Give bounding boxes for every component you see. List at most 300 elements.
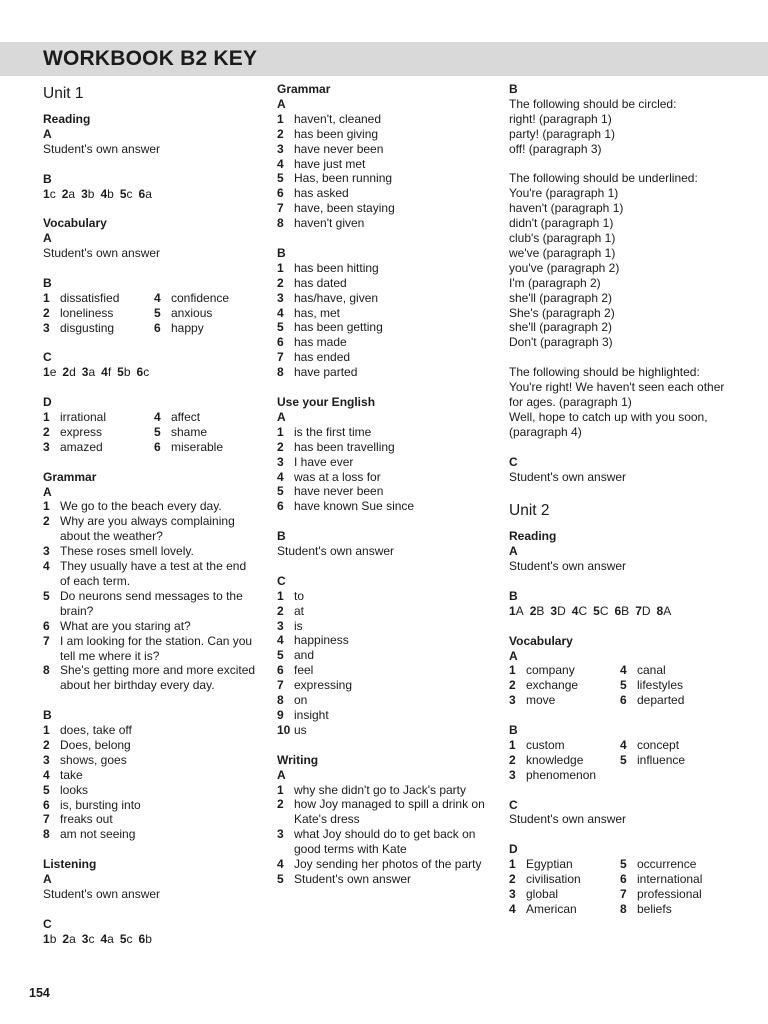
item-number: 1 [509, 857, 516, 872]
answer-item [277, 320, 492, 335]
item-answer: affect [171, 410, 201, 425]
exercise-letter: A [43, 231, 52, 246]
item-number: 8 [43, 827, 50, 842]
item-number: 4 [100, 186, 108, 201]
exercise-letter: D [43, 395, 52, 410]
item-answer: has dated [294, 275, 347, 290]
item-answer: has been hitting [294, 260, 379, 275]
spacer [277, 380, 492, 395]
inline-answer [530, 604, 545, 619]
spacer [509, 440, 734, 455]
spacer [509, 827, 734, 842]
spacer [277, 559, 492, 574]
item-answer: has been getting [294, 320, 383, 335]
answer-cell [43, 425, 154, 440]
inline-answer [43, 187, 56, 202]
item-answer: a [145, 186, 152, 201]
item-number: 5 [43, 588, 50, 603]
item-answer: irrational [60, 410, 107, 425]
answer-text: Student's own answer [509, 812, 627, 827]
answer-pair [43, 291, 258, 306]
item-number: 8 [277, 216, 284, 231]
spacer [43, 455, 258, 470]
spacer [509, 157, 734, 172]
answer-cell [620, 678, 731, 693]
answer-text: you've (paragraph 2) [509, 260, 620, 275]
item-answer: to [294, 588, 305, 603]
answer-cell [509, 753, 620, 768]
item-number: 2 [277, 603, 284, 618]
answer-cell [154, 306, 265, 321]
item-answer: am not seeing [60, 827, 136, 842]
inline-answer [120, 187, 133, 202]
item-number: 6 [277, 663, 284, 678]
answer-item [43, 634, 258, 664]
item-answer: exchange [526, 678, 579, 693]
answer-item [277, 201, 492, 216]
answer-item [277, 872, 492, 887]
inline-answer [120, 932, 133, 947]
item-answer: f [107, 365, 112, 380]
answer-pair [43, 410, 258, 425]
item-number: 7 [43, 812, 50, 827]
answer-text: she'll (paragraph 2) [509, 320, 613, 335]
answer-cell [154, 425, 265, 440]
item-answer: What are you staring at? [60, 618, 191, 633]
answer-cell [509, 678, 620, 693]
item-answer: a [107, 931, 114, 946]
item-number: 6 [138, 931, 146, 946]
inline-answer [100, 187, 113, 202]
item-number: 4 [620, 737, 627, 752]
answer-item [277, 216, 492, 231]
item-number: 8 [656, 603, 664, 618]
item-answer: has been giving [294, 126, 379, 141]
item-number: 3 [43, 752, 50, 767]
item-number: 1 [43, 931, 50, 946]
item-answer: Does, belong [60, 737, 131, 752]
item-answer: C [599, 603, 609, 618]
item-number: 3 [277, 618, 284, 633]
item-number: 6 [277, 499, 284, 514]
item-answer: has/have, given [294, 290, 379, 305]
exercise-letter: A [509, 544, 518, 559]
item-answer: b [123, 365, 131, 380]
item-answer: We go to the beach every day. [60, 499, 222, 514]
spacer [509, 574, 734, 589]
item-answer: beliefs [637, 901, 672, 916]
item-number: 5 [117, 365, 124, 380]
inline-answer [82, 932, 95, 947]
item-number: 3 [509, 693, 516, 708]
item-number: 4 [571, 603, 579, 618]
answer-cell [509, 693, 620, 708]
item-answer: c [143, 365, 150, 380]
answer-cell [154, 291, 265, 306]
answer-item [43, 544, 258, 559]
answer-item [277, 797, 492, 827]
answer-pair [509, 872, 734, 887]
item-number: 3 [43, 544, 50, 559]
answer-item [277, 499, 492, 514]
answer-item [277, 112, 492, 127]
item-answer: They usually have a test at the end of each term. [60, 559, 247, 588]
item-answer: have never been [294, 484, 384, 499]
item-answer: haven't given [294, 216, 365, 231]
item-answer: b [49, 931, 57, 946]
item-answer: These roses smell lovely. [60, 544, 194, 559]
answer-pair [509, 663, 734, 678]
item-answer: b [145, 931, 152, 946]
section-heading: Listening [43, 857, 97, 872]
item-answer: have parted [294, 365, 358, 380]
item-answer: has ended [294, 350, 351, 365]
exercise-letter: A [277, 767, 286, 782]
answer-item [43, 738, 258, 753]
answer-item [277, 693, 492, 708]
item-answer: amazed [60, 439, 103, 454]
item-number: 1 [277, 260, 284, 275]
exercise-letter: D [509, 842, 518, 857]
item-answer: what Joy should do to get back on good terms with Kate [294, 827, 476, 857]
item-number: 1 [509, 603, 516, 618]
column-1 [43, 82, 258, 947]
item-number: 2 [62, 365, 70, 380]
item-answer: B [536, 603, 545, 618]
answer-text: Student's own answer [43, 246, 161, 261]
unit-heading: Unit 2 [509, 502, 550, 520]
answer-item [277, 455, 492, 470]
inline-answer [139, 932, 152, 947]
answer-cell [620, 872, 731, 887]
item-number: 2 [43, 305, 50, 320]
item-number: 5 [119, 186, 127, 201]
answer-item [43, 783, 258, 798]
item-answer: A [515, 603, 524, 618]
spacer [277, 231, 492, 246]
item-number: 3 [277, 827, 284, 842]
item-answer: have just met [294, 156, 366, 171]
item-number: 4 [509, 901, 516, 916]
answer-item [277, 589, 492, 604]
item-number: 5 [154, 305, 161, 320]
answer-item [277, 171, 492, 186]
answer-item [43, 827, 258, 842]
answer-item [43, 514, 258, 544]
item-number: 3 [509, 767, 516, 782]
item-answer: a [69, 931, 76, 946]
item-number: 5 [277, 484, 284, 499]
item-number: 4 [154, 290, 161, 305]
item-answer: is [294, 618, 303, 633]
section-heading: Reading [43, 112, 91, 126]
answer-text: I'm (paragraph 2) [509, 275, 601, 290]
answer-item [277, 276, 492, 291]
item-answer: move [526, 693, 556, 708]
item-number: 5 [43, 782, 50, 797]
answer-item [277, 186, 492, 201]
section-heading: Reading [509, 529, 557, 544]
exercise-letter: B [43, 275, 52, 290]
item-number: 3 [43, 320, 50, 335]
item-answer: take [60, 767, 83, 782]
item-answer: Student's own answer [294, 871, 412, 886]
answer-text: Student's own answer [277, 544, 395, 559]
item-answer: have never been [294, 141, 384, 156]
item-number: 5 [620, 752, 627, 767]
answer-cell [509, 663, 620, 678]
spacer [509, 350, 734, 365]
item-answer: is the first time [294, 424, 372, 439]
item-number: 4 [277, 305, 284, 320]
item-answer: and [294, 648, 315, 663]
item-number: 7 [277, 678, 284, 693]
answer-text: You're right! We haven't seen each other for ages. (paragraph 1) [509, 380, 725, 409]
inline-answer [657, 604, 672, 619]
item-number: 5 [277, 320, 284, 335]
item-answer: canal [637, 663, 666, 678]
exercise-letter: A [277, 96, 286, 111]
item-answer: a [88, 365, 96, 380]
inline-answer [43, 365, 56, 380]
answer-item [277, 857, 492, 872]
item-number: 3 [81, 186, 88, 201]
item-number: 3 [509, 886, 516, 901]
answer-cell [43, 306, 154, 321]
answer-cell [43, 321, 154, 336]
answer-item [277, 142, 492, 157]
answer-cell [620, 887, 731, 902]
answer-pair [509, 902, 734, 917]
inline-answer [81, 187, 94, 202]
item-answer: insight [294, 708, 329, 722]
answer-cell [620, 857, 731, 872]
answer-item [43, 798, 258, 813]
item-answer: Why are you always complaining about the weather? [60, 514, 235, 544]
item-number: 2 [277, 126, 284, 141]
answer-item [277, 440, 492, 455]
item-answer: confidence [171, 290, 230, 305]
answer-cell [509, 887, 620, 902]
item-number: 5 [154, 424, 161, 439]
item-number: 3 [81, 931, 89, 946]
item-answer: She's getting more and more excited about her birthday every day. [60, 663, 256, 693]
item-answer: knowledge [526, 752, 584, 767]
answer-text: The following should be circled: [509, 96, 677, 111]
answer-text: didn't (paragraph 1) [509, 216, 614, 231]
item-answer: have known Sue since [294, 499, 415, 514]
exercise-letter: C [277, 573, 286, 588]
page-number: 154 [29, 986, 50, 1000]
answer-cell [154, 440, 265, 455]
answer-text: we've (paragraph 1) [509, 245, 616, 260]
item-answer: happiness [294, 633, 349, 648]
item-answer: express [60, 424, 103, 439]
item-number: 1 [509, 663, 516, 678]
item-answer: D [641, 603, 651, 618]
answer-text: Student's own answer [43, 887, 161, 901]
answer-item [43, 559, 258, 589]
answer-item [277, 633, 492, 648]
item-number: 5 [119, 931, 127, 946]
item-answer: haven't, cleaned [294, 111, 382, 126]
page-title: WORKBOOK B2 KEY [43, 47, 258, 70]
answer-text: She's (paragraph 2) [509, 305, 615, 320]
item-number: 5 [277, 171, 284, 186]
inline-answer [593, 604, 608, 619]
item-answer: Joy sending her photos of the party [294, 857, 482, 872]
item-answer: B [621, 603, 630, 618]
inline-answer [550, 604, 565, 619]
exercise-letter: B [43, 708, 52, 723]
answer-item [277, 365, 492, 380]
item-number: 1 [43, 365, 50, 380]
item-number: 5 [620, 678, 627, 693]
item-answer: why she didn't go to Jack's party [294, 782, 467, 797]
item-answer: global [526, 886, 559, 901]
item-number: 1 [43, 499, 50, 514]
answer-cell [620, 693, 731, 708]
item-number: 2 [509, 678, 516, 693]
unit-heading: Unit 1 [43, 85, 84, 102]
item-number: 1 [277, 424, 284, 439]
exercise-letter: C [43, 916, 52, 931]
answer-cell [43, 291, 154, 306]
answer-text: Student's own answer [43, 141, 161, 156]
item-number: 6 [138, 186, 146, 201]
item-number: 6 [620, 872, 627, 887]
item-answer: expressing [294, 678, 353, 693]
spacer [43, 380, 258, 395]
item-answer: freaks out [60, 812, 113, 827]
item-number: 2 [61, 186, 69, 201]
spacer [43, 693, 258, 708]
answer-pair [509, 887, 734, 902]
spacer [43, 261, 258, 276]
item-number: 6 [43, 618, 50, 633]
inline-answer [100, 932, 113, 947]
item-number: 1 [43, 410, 50, 425]
answer-item [277, 783, 492, 798]
answer-item [43, 753, 258, 768]
inline-answer [572, 604, 587, 619]
answer-item [509, 768, 734, 783]
answer-item [277, 335, 492, 350]
answer-item [43, 768, 258, 783]
item-answer: professional [637, 886, 702, 901]
item-number: 1 [43, 290, 50, 305]
exercise-letter: B [509, 588, 518, 603]
item-answer: has asked [294, 186, 349, 201]
inline-answer [139, 187, 152, 202]
item-answer: was at a loss for [294, 469, 381, 484]
answer-text: she'll (paragraph 2) [509, 290, 613, 305]
exercise-letter: B [509, 82, 518, 96]
item-number: 8 [620, 901, 627, 916]
item-number: 5 [593, 603, 600, 618]
item-answer: departed [637, 693, 685, 708]
column-3 [509, 82, 734, 917]
item-answer: dissatisfied [60, 290, 120, 305]
inline-answer [82, 365, 95, 380]
item-number: 6 [154, 320, 161, 335]
answer-cell [509, 738, 620, 753]
spacer [277, 738, 492, 753]
answer-cell [154, 321, 265, 336]
item-answer: how Joy managed to spill a drink on Kate's dress [294, 797, 485, 827]
item-answer: looks [60, 782, 89, 797]
item-number: 6 [154, 439, 161, 454]
item-answer: c [126, 931, 133, 946]
item-number: 7 [620, 886, 627, 901]
section-heading: Use your English [277, 395, 376, 409]
item-answer: company [526, 663, 575, 678]
item-answer: does, take off [60, 723, 132, 738]
answer-item [277, 306, 492, 321]
item-number: 2 [277, 797, 284, 812]
answer-cell [620, 753, 731, 768]
item-number: 4 [620, 663, 627, 678]
item-number: 6 [614, 603, 622, 618]
answer-text: off! (paragraph 3) [509, 141, 602, 156]
answer-cell [509, 857, 620, 872]
answer-item [43, 619, 258, 634]
item-number: 4 [154, 410, 161, 425]
inline-answer [43, 932, 56, 947]
item-number: 2 [43, 737, 50, 752]
answer-item [277, 127, 492, 142]
answer-text: The following should be highlighted: [509, 365, 700, 380]
inline-answer [635, 604, 650, 619]
spacer [277, 514, 492, 529]
spacer [43, 201, 258, 216]
item-number: 3 [277, 290, 284, 305]
spacer [43, 336, 258, 351]
item-answer: a [68, 186, 76, 201]
item-number: 1 [277, 782, 284, 797]
answer-pair [43, 321, 258, 336]
exercise-letter: A [277, 409, 286, 424]
answer-text: right! (paragraph 1) [509, 111, 612, 126]
item-answer: C [578, 603, 588, 618]
item-answer: us [294, 722, 307, 737]
item-number: 2 [277, 275, 284, 290]
inline-answers [43, 932, 258, 947]
answer-item [43, 499, 258, 514]
answer-item [277, 470, 492, 485]
item-answer: e [49, 365, 57, 380]
item-answer: happy [171, 320, 204, 335]
spacer [509, 708, 734, 723]
item-answer: c [88, 931, 95, 946]
item-answer: has, met [294, 305, 341, 320]
inline-answers [509, 604, 734, 619]
section-heading: Grammar [277, 82, 331, 96]
item-answer: on [294, 693, 308, 708]
exercise-letter: C [43, 350, 52, 365]
answer-item [277, 484, 492, 499]
item-number: 4 [101, 365, 108, 380]
exercise-letter: A [43, 872, 52, 887]
spacer [509, 484, 734, 499]
item-answer: concept [637, 737, 680, 752]
answer-pair [509, 693, 734, 708]
item-answer: feel [294, 663, 314, 678]
answer-item [277, 648, 492, 663]
inline-answer [62, 187, 75, 202]
item-number: 5 [277, 871, 284, 886]
answer-cell [43, 440, 154, 455]
